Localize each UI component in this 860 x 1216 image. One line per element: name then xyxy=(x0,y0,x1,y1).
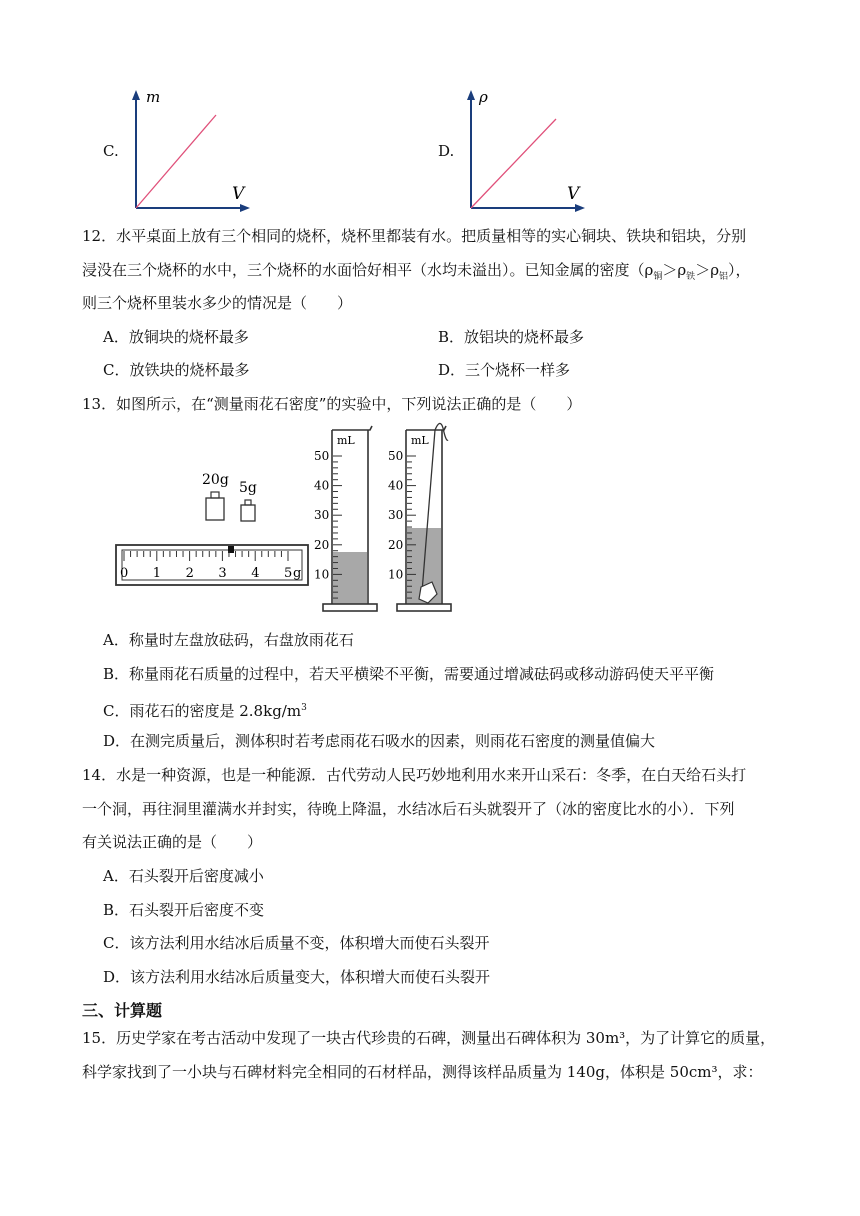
q13-option-a[interactable]: A．称量时左盘放砝码，右盘放雨花石 xyxy=(103,631,354,649)
q12-option-b[interactable]: B．放铝块的烧杯最多 xyxy=(438,328,585,346)
y-axis-label: ρ xyxy=(479,88,488,106)
q13-option-d[interactable]: D．在测完质量后，测体积时若考虑雨花石吸水的因素，则雨花石密度的测量值偏大 xyxy=(103,732,656,750)
q13-option-b[interactable]: B．称量雨花石质量的过程中，若天平横梁不平衡，需要通过增减砝码或移动游码使天平平衡 xyxy=(103,665,715,683)
q14-stem-line1: 14．水是一种资源，也是一种能源．古代劳动人民巧妙地利用水来开山采石：冬季，在白天给石头打 xyxy=(82,766,747,784)
x-axis-arrow xyxy=(575,204,585,212)
q12-option-c[interactable]: C．放铁块的烧杯最多 xyxy=(103,361,250,379)
cylinder-tick-label: 30 xyxy=(388,508,404,523)
q14-option-b[interactable]: B．石头裂开后密度不变 xyxy=(103,901,265,919)
y-axis-arrow xyxy=(467,90,475,100)
q13-option-c-text: C．雨花石的密度是 2.8kg/m xyxy=(103,702,302,720)
rho-sub-copper: 铜 xyxy=(653,272,663,282)
scale-unit: g xyxy=(293,566,302,581)
q11-option-d-label: D. xyxy=(438,142,455,160)
m-v-line xyxy=(136,115,216,208)
cylinder-tick-label: 20 xyxy=(314,537,330,552)
cylinder-tick-label: 50 xyxy=(314,449,330,463)
q13-stem: 13．如图所示，在“测量雨花石密度”的实验中，下列说法正确的是（ ） xyxy=(82,395,582,413)
q11-graph-c xyxy=(124,88,254,216)
svg-text:mL: mL xyxy=(411,434,429,447)
graduated-cylinder-2 xyxy=(388,423,451,611)
cylinder-tick-label: 50 xyxy=(388,449,404,463)
scale-tick-label: 5 xyxy=(284,566,293,581)
graduated-cylinder-1 xyxy=(314,426,377,611)
scale-tick-label: 1 xyxy=(152,566,162,581)
scale-tick-label: 4 xyxy=(251,566,260,581)
gt-sign-1: ＞ρ xyxy=(662,261,687,279)
section-title: 三、计算题 xyxy=(82,1001,163,1020)
q12-stem-line1: 12．水平桌面上放有三个相同的烧杯，烧杯里都装有水。把质量相等的实心铜块、铁块和铝块，分别 xyxy=(82,227,747,245)
q11-option-c-label: C. xyxy=(103,142,119,160)
q13-figure xyxy=(110,422,470,618)
q12-stem-line2-text: 浸没在三个烧杯的水中，三个烧杯的水面恰好相平（水均未溢出）。已知金属的密度（ρ xyxy=(82,261,654,279)
x-axis-label: V xyxy=(567,184,580,204)
rho-sub-iron: 铁 xyxy=(686,272,696,282)
cylinder-tick-label: 10 xyxy=(388,567,404,582)
cylinder-tick-label: 20 xyxy=(388,537,404,552)
cylinder-tick-label: 40 xyxy=(388,478,404,493)
q14-option-c[interactable]: C．该方法利用水结冰后质量不变，体积增大而使石头裂开 xyxy=(103,934,490,952)
svg-text:mL: mL xyxy=(337,434,355,447)
q14-stem-line2: 一个洞，再往洞里灌满水并封实，待晚上降温，水结冰后石头就裂开了（冰的密度比水的小）．下列 xyxy=(82,800,735,818)
scale-tick-label: 0 xyxy=(120,566,129,581)
y-axis-arrow xyxy=(132,90,140,100)
gt-sign-2: ＞ρ xyxy=(695,261,720,279)
q12-stem-line2-end: ）， xyxy=(728,261,751,279)
cylinder-tick-label: 10 xyxy=(314,567,330,582)
q15-stem-line1: 15．历史学家在考古活动中发现了一块古代珍贵的石碑，测量出石碑体积为 30m³，为了计算它的质量， xyxy=(82,1029,776,1047)
weight-5g xyxy=(239,480,257,521)
q12-option-d[interactable]: D．三个烧杯一样多 xyxy=(438,361,571,379)
cubed-sup: 3 xyxy=(301,703,307,713)
q14-option-d[interactable]: D．该方法利用水结冰后质量变大，体积增大而使石头裂开 xyxy=(103,968,491,986)
x-axis-arrow xyxy=(240,204,250,212)
q15-stem-line2: 科学家找到了一小块与石碑材料完全相同的石材样品，测得该样品质量为 140g，体积是 50cm³，求： xyxy=(82,1063,763,1081)
q11-graph-d xyxy=(459,88,589,216)
scale-tick-label: 3 xyxy=(218,566,227,581)
svg-text:20g: 20g xyxy=(202,472,229,488)
rho-sub-aluminum: 铝 xyxy=(719,272,729,282)
q14-stem-line3: 有关说法正确的是（ ） xyxy=(82,833,263,851)
cylinder-tick-label: 40 xyxy=(314,478,330,493)
y-axis-label: m xyxy=(146,88,161,106)
x-axis-label: V xyxy=(232,184,245,204)
water-level-1 xyxy=(333,552,367,604)
q12-stem-line2 xyxy=(82,260,751,287)
q12-stem-line3: 则三个烧杯里装水多少的情况是（ ） xyxy=(82,294,353,312)
q12-option-a[interactable]: A．放铜块的烧杯最多 xyxy=(103,328,249,346)
cylinder-tick-label: 30 xyxy=(314,508,330,523)
beam-scale xyxy=(116,545,308,585)
rho-v-line xyxy=(471,119,556,208)
q13-option-c[interactable] xyxy=(103,698,307,721)
scale-tick-label: 2 xyxy=(185,566,194,581)
weight-20g xyxy=(202,472,229,520)
q14-option-a[interactable]: A．石头裂开后密度减小 xyxy=(103,867,264,885)
svg-text:5g: 5g xyxy=(239,480,257,496)
